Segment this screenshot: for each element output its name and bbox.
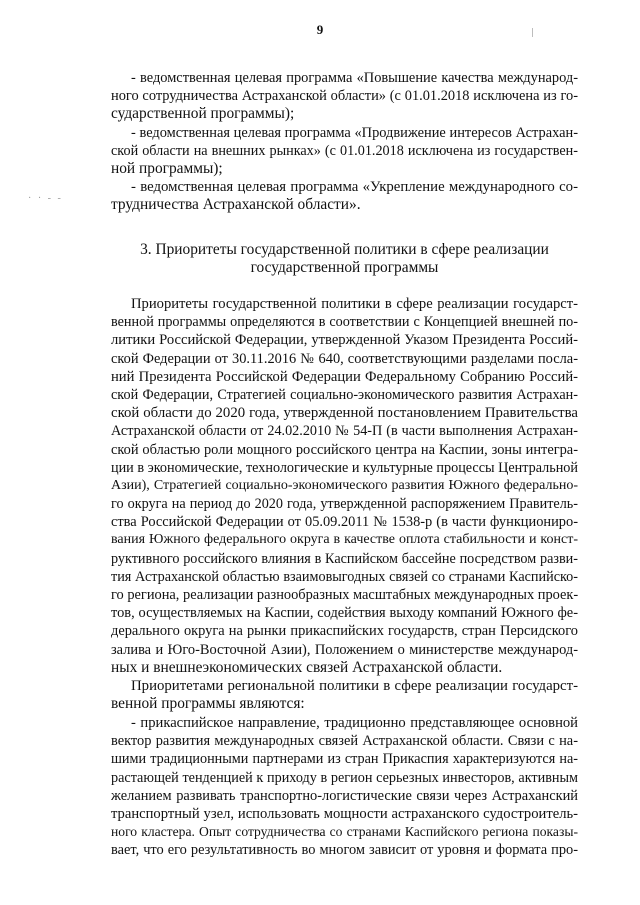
text-line: ской Федерации, Стратегией социально-экономического развития Астрахан- <box>111 386 578 403</box>
section-heading-line-1: 3. Приоритеты государственной политики в сфере реализации <box>140 241 549 258</box>
page-number: 9 <box>316 22 324 37</box>
text-line: венной программы определяются в соответствии с Концепцией внешней по- <box>111 314 578 331</box>
text-line: ской Федерации от 30.11.2016 № 640, соответствующими разделами посла- <box>111 350 578 367</box>
text-line: ного кластера. Опыт сотрудничества со странами Каспийского региона показы- <box>111 824 578 840</box>
text-line: шими традиционными партнерами из стран Прикаспия характеризуются на- <box>111 751 578 768</box>
text-line: транспортный узел, использовать мощности астраханского судостроитель- <box>111 805 578 822</box>
text-line: трудничества Астраханской области». <box>111 196 361 214</box>
text-line: - ведомственная целевая программа «Укрепление международного со- <box>131 179 578 196</box>
text-line: ции в экономические, технологические и культурные процессы Центральной <box>111 459 578 476</box>
section-heading-line-2: государственной программы <box>250 259 439 277</box>
text-line: ства Российской Федерации от 05.09.2011 № 1538-р (в части функциониро- <box>111 514 578 531</box>
text-line: тов, осуществляемых на Каспии, содействия выходу компаний Южного фе- <box>111 605 578 622</box>
scan-mark <box>532 28 533 37</box>
text-line: желанием развивать транспортно-логистические связи через Астраханский <box>111 787 578 804</box>
text-line: растающей тенденцией к приходу в регион серьезных инвесторов, активным <box>111 769 578 786</box>
text-line: ской области до 2020 года, утвержденной постановлением Правительства <box>111 405 578 422</box>
text-line: Астраханской области от 24.02.2010 № 54-П (в части выполнения Астрахан- <box>111 423 578 440</box>
program-list <box>111 69 578 215</box>
text-line: тия Астраханской областью взаимовыгодных связей со странами Каспийско- <box>111 568 578 585</box>
margin-scan-mark: · · - - <box>28 193 63 204</box>
text-line: го округа на период до 2020 года, утвержденной распоряжением Правитель- <box>111 496 578 513</box>
text-line: ных и внешнеэкономических связей Астраханской области. <box>111 658 503 676</box>
text-line: ний Президента Российской Федерации Федеральному Собранию Россий- <box>111 368 578 385</box>
text-line: - ведомственная целевая программа «Продвижение интересов Астрахан- <box>131 124 578 141</box>
text-line: дерального округа на рынки прикаспийских государств, стран Персидского <box>111 623 578 640</box>
text-line: руктивного российского влияния в Каспийском бассейне посредством разви- <box>111 550 578 567</box>
paragraph-regional-priorities <box>111 677 578 713</box>
text-line: - ведомственная целевая программа «Повышение качества международ- <box>131 70 578 86</box>
text-line: ской областью роли мощного российского центра на Каспии, зоны интегра- <box>111 441 578 458</box>
text-line: Азии), Стратегией социально-экономического развития Южного федерально- <box>111 477 578 493</box>
text-line: вает, что его результативность во многом зависит от уровня и формата про- <box>111 842 578 859</box>
text-line: залива и Юго-Восточной Азии), Положением о министерстве международ- <box>111 641 578 658</box>
section-heading <box>111 241 578 277</box>
text-line: вания Южного федерального округа в качестве оплота стабильности и конст- <box>111 532 578 548</box>
text-line: ного сотрудничества Астраханской области» (с 01.01.2018 исключена из го- <box>111 88 578 105</box>
text-line: Приоритеты государственной политики в сфере реализации государст- <box>131 296 578 312</box>
text-line: сударственной программы); <box>111 105 295 123</box>
text-line: го региона, реализации разнообразных масштабных международных проек- <box>111 587 578 603</box>
text-line: ной программы); <box>111 159 223 177</box>
paragraph-priorities <box>111 295 578 677</box>
text-line: литики Российской Федерации, утвержденной Указом Президента Россий- <box>111 332 578 349</box>
text-line: ской области на внешних рынках» (с 01.01.2018 исключена из государствен- <box>111 142 578 159</box>
text-line: венной программы являются: <box>111 695 305 713</box>
text-line: - прикаспийское направление, традиционно представляющее основной <box>131 715 578 731</box>
paragraph-caspian-direction <box>111 714 578 860</box>
text-line: Приоритетами региональной политики в сфере реализации государст- <box>131 678 578 694</box>
text-line: вектор развития международных связей Астраханской области. Связи с на- <box>111 733 578 750</box>
